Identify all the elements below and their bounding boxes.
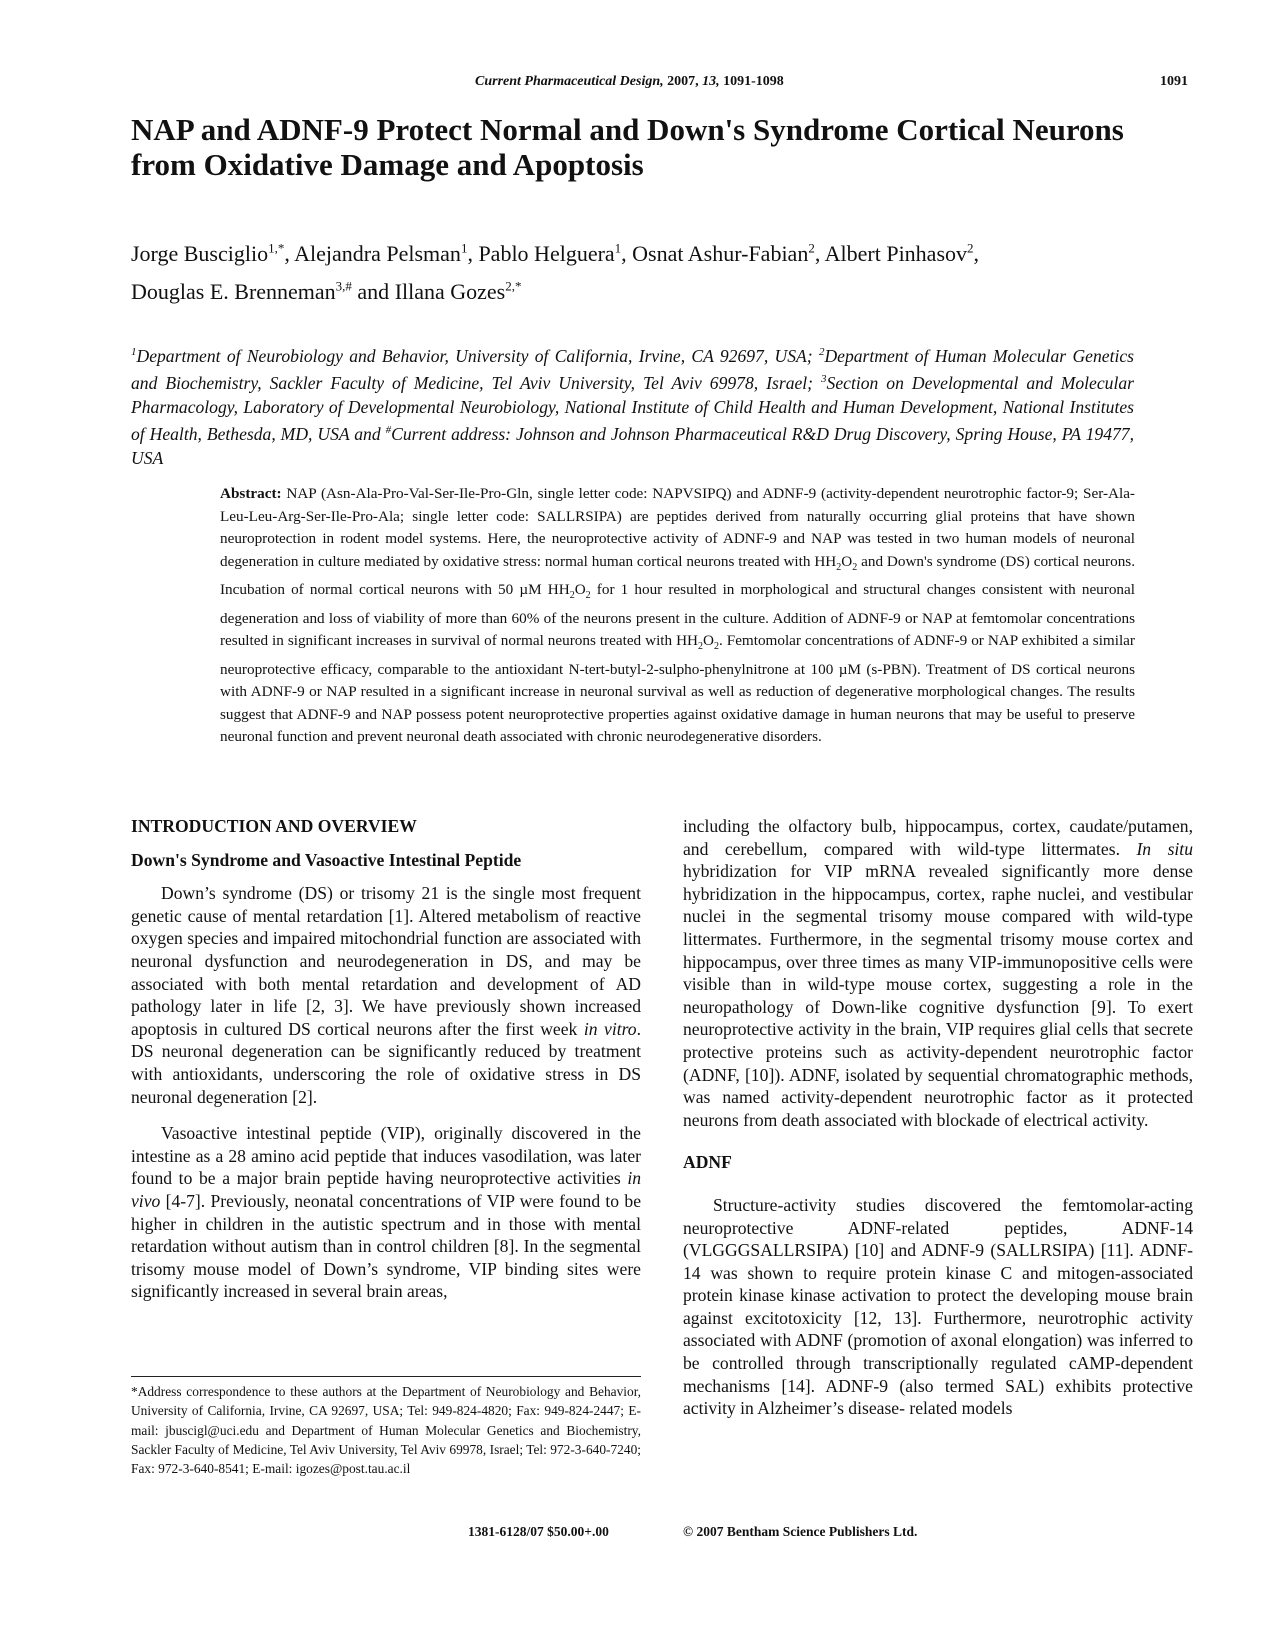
affiliation: $^2$Department of Human Molecular Genetics and Biochemistry, Sackler Faculty of Medicine, Tel Aviv University, Tel Aviv 69978, Israel;: [131, 345, 1134, 394]
body-paragraph: Down’s syndrome (DS) or trisomy 21 is the single most frequent genetic cause of mental retardation [1]. Altered metabolism of reactive oxygen species and impaired mitochondrial function are associated with neuronal dysfunction and neurodegeneration in DS, and may be associated with both mental retardation and development of AD pathology later in life [2, 3]. We have previously shown increased apoptosis in cultured DS cortical neurons after the first week in vitro. DS neuronal degeneration can be significantly reduced by treatment with antioxidants, underscoring the role of oxidative stress in DS neuronal degeneration [2].: [131, 883, 641, 1107]
copyright: © 2007 Bentham Science Publishers Ltd.: [683, 1524, 918, 1539]
author: Albert Pinhasov$^2$,: [824, 241, 980, 267]
journal-name: Current Pharmaceutical Design,: [475, 74, 664, 89]
body-column-left: [131, 815, 641, 1303]
author: Jorge Busciglio$^{1,*}$,: [131, 241, 295, 267]
body-paragraph: Structure-activity studies discovered the femtomolar-acting neuroprotective ADNF-related peptides, ADNF-14 (VLGGGSALLRSIPA) [10] and ADNF-9 (SALLRSIPA) [11]. ADNF-14 was shown to require protein kinase C and mitogen-associated protein kinase kinase activation to protect the developing mouse brain against excitotoxicity [12, 13]. Furthermore, neurotrophic activity associated with ADNF (promotion of axonal elongation) was inferred to be controlled through transcriptionally regulated cAMP-dependent mechanisms [14]. ADNF-9 (also termed SAL) exhibits protective activity in Alzheimer’s disease- related models: [683, 1194, 1193, 1419]
section-heading: ADNF: [683, 1152, 732, 1173]
page-number: 1091: [1160, 74, 1188, 89]
abstract-label: Abstract:: [220, 485, 282, 502]
author-list: [131, 233, 1191, 308]
affiliations: [131, 341, 1134, 470]
author: Alejandra Pelsman$^1$,: [294, 241, 479, 267]
author: Pablo Helguera$^1$,: [478, 241, 633, 267]
author: Osnat Ashur-Fabian$^2$,: [632, 241, 825, 267]
journal-year: 2007,: [667, 74, 699, 89]
body-paragraph: Vasoactive intestinal peptide (VIP), originally discovered in the intestine as a 28 amino acid peptide that induces vasodilation, was later found to be a major brain peptide having neuroprotective activities in vivo [4-7]. Previously, neonatal concentrations of VIP were found to be higher in children in the autistic spectrum and in those with mental retardation without autism than in control children [8]. In the segmental trisomy mouse model of Down’s syndrome, VIP binding sites were significantly increased in several brain areas,: [131, 1123, 641, 1302]
affiliation: $^1$Department of Neurobiology and Behavior, University of California, Irvine, CA 92697, USA;: [131, 345, 819, 366]
journal-citation: [475, 74, 784, 90]
body-paragraph: including the olfactory bulb, hippocampus, cortex, caudate/putamen, and cerebellum, compared with wild-type littermates. In situ hybridization for VIP mRNA revealed significantly more dense hybridization in the hippocampus, cortex, raphe nuclei, and vestibular nuclei in the segmental trisomy mouse compared with wild-type littermates. Furthermore, in the segmental trisomy mouse cortex and hippocampus, over three times as many VIP-immunopositive cells were visible than in wild-type mouse cortex, suggesting a role in the neuropathology of Down-like cognitive dysfunction [9]. To exert neuroprotective activity in the brain, VIP requires glial cells that secrete protective proteins such as activity-dependent neurotrophic factor (ADNF, [10]). ADNF, isolated by sequential chromatographic methods, was named activity-dependent neurotrophic factor as it protected neurons from death associated with blockade of electrical activity.: [683, 816, 1193, 1130]
author: Illana Gozes$^{2,*}$: [394, 278, 522, 304]
journal-volume: 13,: [702, 74, 720, 89]
article-title: NAP and ADNF-9 Protect Normal and Down's Syndrome Cortical Neurons from Oxidative Damage and Apoptosis: [131, 112, 1124, 182]
section-heading: INTRODUCTION AND OVERVIEW: [131, 816, 417, 836]
footnote-divider: [131, 1376, 641, 1377]
issn-price: 1381-6128/07 $50.00+.00: [468, 1524, 609, 1539]
journal-pages: 1091-1098: [723, 74, 784, 89]
body-column-right: [683, 815, 1193, 1420]
affiliation: #Current address: Johnson and Johnson Pharmaceutical R&D Drug Discovery, Spring House, PA 19477, USA: [131, 424, 1134, 468]
author: Douglas E. Brenneman$^{3,\#}$ and: [131, 278, 395, 304]
abstract: Abstract: NAP (Asn-Ala-Pro-Val-Ser-Ile-Pro-Gln, single letter code: NAPVSIPQ) and ADNF-9 (activity-dependent neurotrophic factor-9; Ser-Ala-Leu-Leu-Arg-Ser-Ile-Pro-Ala; single letter code: SALLRSIPA) are peptides derived from naturally occurring glial proteins that have shown neuroprotection in rodent model systems. Here, the neuroprotective activity of ADNF-9 and NAP was tested in two human models of neuronal degeneration in culture mediated by oxidative stress: normal human cortical neurons treated with $HH_2O_2$ and Down's syndrome (DS) cortical neurons. Incubation of normal cortical neurons with 50 µM $HH_2O_2$ for 1 hour resulted in morphological and structural changes consistent with neuronal degeneration and loss of viability of more than 60% of the neurons present in the culture. Addition of ADNF-9 or NAP at femtomolar concentrations resulted in significant increases in survival of normal neurons treated with $HH_2O_2$. Femtomolar concentrations of ADNF-9 or NAP exhibited a similar neuroprotective efficacy, comparable to the antioxidant N-tert-butyl-2-sulpho-phenylnitrone at 100 µM (s-PBN). Treatment of DS cortical neurons with ADNF-9 or NAP resulted in a significant increase in neuronal survival as well as reduction of degenerative morphological changes. The results suggest that ADNF-9 and NAP possess potent neuroprotective properties against oxidative damage in human neurons that may be useful to preserve neuronal function and prevent neuronal death associated with chronic neurodegenerative disorders.: [220, 485, 1135, 746]
correspondence-footnote: *Address correspondence to these authors at the Department of Neurobiology and Behavior, University of California, Irvine, CA 92697, USA; Tel: 949-824-4820; Fax: 949-824-2447; E-mail: jbuscigl@uci.edu and Department of Human Molecular Genetics and Biochemistry, Sackler Faculty of Medicine, Tel Aviv University, Tel Aviv 69978, Israel; Tel: 972-3-640-7240; Fax: 972-3-640-8541; E-mail: igozes@post.tau.ac.il: [131, 1384, 641, 1477]
subsection-heading: Down's Syndrome and Vasoactive Intestinal Peptide: [131, 849, 522, 870]
affiliation: $^3$Section on Developmental and Molecular Pharmacology, Laboratory of Developmental Neurobiology, National Institute of Child Health and Human Development, National Institutes of Health, Bethesda, MD, USA and: [131, 373, 1134, 445]
